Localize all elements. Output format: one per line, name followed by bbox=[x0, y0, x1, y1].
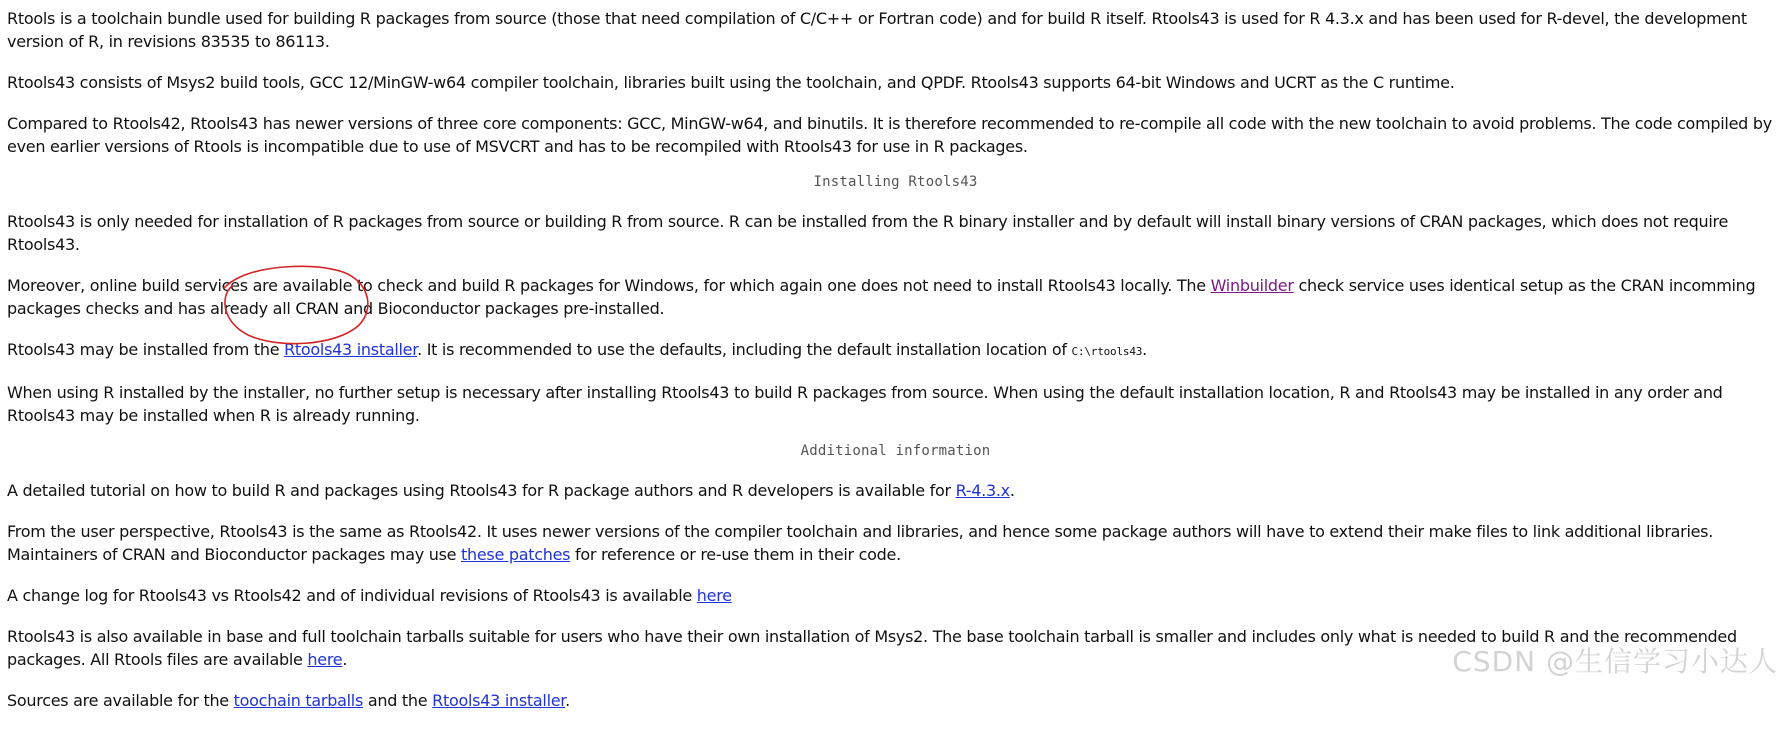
r-4-3-x-link[interactable]: R-4.3.x bbox=[955, 481, 1010, 500]
heading-additional: Additional information bbox=[800, 443, 991, 459]
text-segment: Rtools43 is also available in base and full toolchain tarballs suitable for users who have their own installation of Msys2. The base toolchain tarball is smaller and includes only what is needed to build R and the recommended packages. All Rtools files are available bbox=[7, 627, 1737, 669]
sources-rtools43-installer-link[interactable]: Rtools43 installer bbox=[432, 691, 566, 710]
text-segment: Sources are available for the bbox=[7, 691, 234, 710]
text-segment: . bbox=[1142, 340, 1147, 359]
change-log-here-link[interactable]: here bbox=[696, 586, 732, 605]
text-segment: . bbox=[1009, 481, 1015, 500]
paragraph-sources bbox=[7, 689, 1784, 712]
paragraph-change-log bbox=[7, 584, 1784, 607]
paragraph-installer bbox=[7, 338, 1784, 363]
text-segment: for reference or re-use them in their code. bbox=[570, 545, 901, 564]
csdn-watermark: CSDN @生信学习小达人 bbox=[1452, 645, 1778, 678]
paragraph-comparison: Compared to Rtools42, Rtools43 has newer versions of three core components: GCC, MinGW-w64, and binutils. It is therefore recommended to re-compile all code with the new toolchain to avoid problems. The code compiled by even earlier versions of Rtools is incompatible due to use of MSVCRT and has to be recompiled with Rtools43 for use in R packages. bbox=[7, 114, 1772, 156]
heading-installing: Installing Rtools43 bbox=[813, 174, 978, 190]
page-content bbox=[7, 0, 1784, 730]
text-segment: . bbox=[342, 650, 348, 669]
paragraph-user-perspective bbox=[7, 520, 1784, 566]
text-segment: From the user perspective, Rtools43 is the same as Rtools42. It uses newer versions of the compiler toolchain and libraries, and hence some package authors will have to extend their make files to link additional libraries. Maintainers of CRAN and Bioconductor packages may use bbox=[7, 522, 1714, 564]
paragraph-online-services bbox=[7, 274, 1784, 320]
text-segment: . It is recommended to use the defaults, including the default installation location of bbox=[417, 340, 1072, 359]
paragraph-intro: Rtools is a toolchain bundle used for building R packages from source (those that need compilation of C/C++ or Fortran code) and for build R itself. Rtools43 is used for R 4.3.x and has been used for R-devel, the development version of R, in revisions 83535 to 86113. bbox=[7, 9, 1747, 51]
winbuilder-link[interactable]: Winbuilder bbox=[1210, 276, 1294, 295]
rtools-files-here-link[interactable]: here bbox=[307, 650, 343, 669]
paragraph-setup: When using R installed by the installer, no further setup is necessary after installing Rtools43 to build R packages from source. When using the default installation location, R and Rtools43 may be installed in any order and Rtools43 may be installed when R is already running. bbox=[7, 383, 1723, 425]
text-segment: A change log for Rtools43 vs Rtools42 and of individual revisions of Rtools43 is available bbox=[7, 586, 697, 605]
text-segment: Rtools43 may be installed from the bbox=[7, 340, 285, 359]
text-segment: and the bbox=[363, 691, 433, 710]
rtools43-installer-link[interactable]: Rtools43 installer bbox=[284, 340, 418, 359]
text-segment: Moreover, online build services are available to check and build R packages for Windows, for which again one does not need to install Rtools43 locally. The bbox=[7, 276, 1211, 295]
paragraph-when-needed: Rtools43 is only needed for installation of R packages from source or building R from source. R can be installed from the R binary installer and by default will install binary versions of CRAN packages, which does not require Rtools43. bbox=[7, 212, 1729, 254]
paragraph-tutorial bbox=[7, 479, 1784, 502]
paragraph-components: Rtools43 consists of Msys2 build tools, GCC 12/MinGW-w64 compiler toolchain, libraries built using the toolchain, and QPDF. Rtools43 supports 64-bit Windows and UCRT as the C runtime. bbox=[7, 73, 1455, 92]
text-segment: . bbox=[565, 691, 570, 710]
install-path-code: C:\rtools43 bbox=[1071, 345, 1143, 358]
text-segment: check service uses identical setup as the CRAN incomming packages checks and has already all CRAN and Bioconductor packages pre-installed. bbox=[7, 276, 1756, 318]
toochain-tarballs-link[interactable]: toochain tarballs bbox=[233, 691, 364, 710]
these-patches-link[interactable]: these patches bbox=[461, 545, 571, 564]
text-segment: A detailed tutorial on how to build R and packages using Rtools43 for R package authors and R developers is available for bbox=[7, 481, 956, 500]
